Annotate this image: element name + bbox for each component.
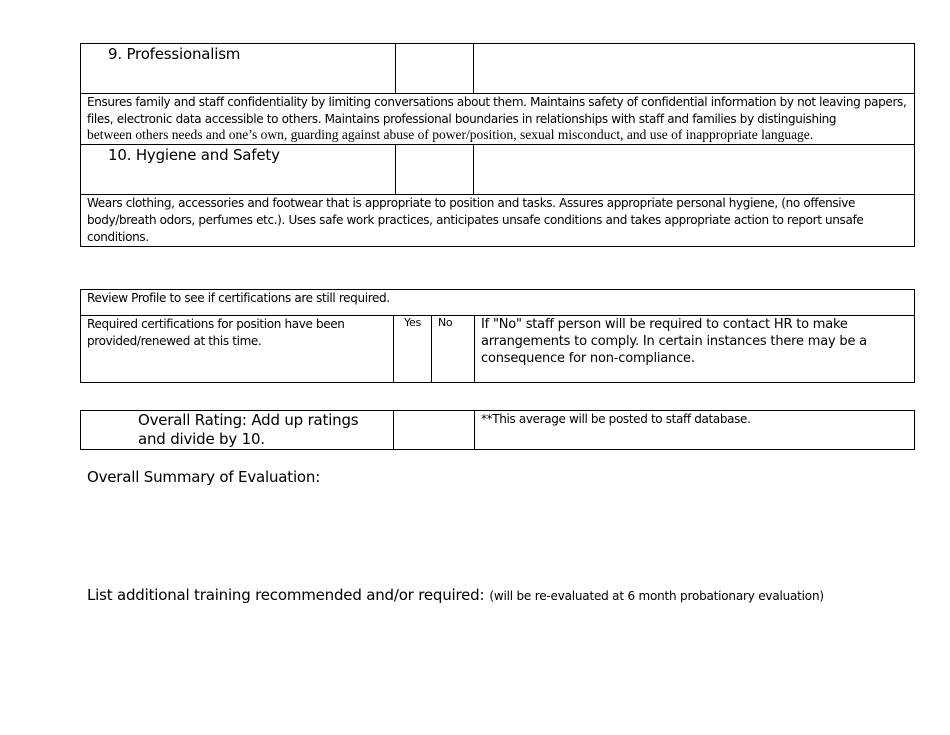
criterion-9-description-tail: between others needs and one’s own, guarding against abuse of power/position, sexual misconduct, and use of inappropriate language.	[87, 127, 814, 142]
certification-note: If "No" staff person will be required to contact HR to make arrangements to comply. In certain instances there may be a consequence for non-compliance.	[481, 317, 867, 366]
overall-rating-table	[80, 410, 915, 450]
criteria-table	[80, 43, 915, 247]
certification-table	[80, 289, 915, 383]
criterion-9-description: Ensures family and staff confidentiality by limiting conversations about them. Maintains safety of confidential information by not leaving papers, files, electronic data accessible to others. Maintains professional boundaries in relationships with staff and families by distinguishing	[87, 95, 907, 126]
overall-rating-value-cell[interactable]	[394, 411, 475, 450]
training-note: (will be re-evaluated at 6 month probationary evaluation)	[489, 589, 824, 603]
criterion-10-heading-cell	[81, 145, 396, 195]
certification-question-cell	[81, 316, 394, 383]
overall-rating-label-cell	[81, 411, 394, 450]
criterion-9-rating-cell[interactable]	[396, 44, 474, 94]
certification-no-cell[interactable]	[432, 316, 475, 383]
certification-header-cell	[81, 290, 915, 316]
criterion-9-heading-cell	[81, 44, 396, 94]
training-label: List additional training recommended and/or required:	[87, 586, 485, 604]
criterion-10-comments-cell[interactable]	[474, 145, 915, 195]
criterion-10-description: Wears clothing, accessories and footwear that is appropriate to position and tasks. Assures appropriate personal hygiene, (no offensive body/breath odors, perfumes etc.). Uses safe work practices, anticipates unsafe conditions and takes appropriate action to report unsafe conditions.	[87, 196, 864, 244]
training-line	[87, 585, 824, 604]
certification-question: Required certifications for position have been provided/renewed at this time.	[87, 317, 345, 348]
certification-no-label: No	[438, 316, 453, 329]
criterion-10-rating-cell[interactable]	[396, 145, 474, 195]
certification-yes-label: Yes	[404, 316, 421, 329]
criterion-9-comments-cell[interactable]	[474, 44, 915, 94]
criterion-9-heading: 9. Professionalism	[108, 45, 241, 63]
overall-rating-note: **This average will be posted to staff database.	[481, 412, 751, 426]
criterion-10-heading: 10. Hygiene and Safety	[108, 146, 280, 164]
certification-yes-cell[interactable]	[394, 316, 432, 383]
overall-rating-note-cell	[475, 411, 915, 450]
certification-note-cell	[475, 316, 915, 383]
criterion-9-description-cell	[81, 94, 915, 145]
overall-rating-label: Overall Rating: Add up ratings and divide by 10.	[138, 411, 359, 448]
criterion-10-description-cell	[81, 195, 915, 247]
certification-header: Review Profile to see if certifications are still required.	[87, 291, 390, 305]
overall-summary-label: Overall Summary of Evaluation:	[87, 468, 321, 486]
